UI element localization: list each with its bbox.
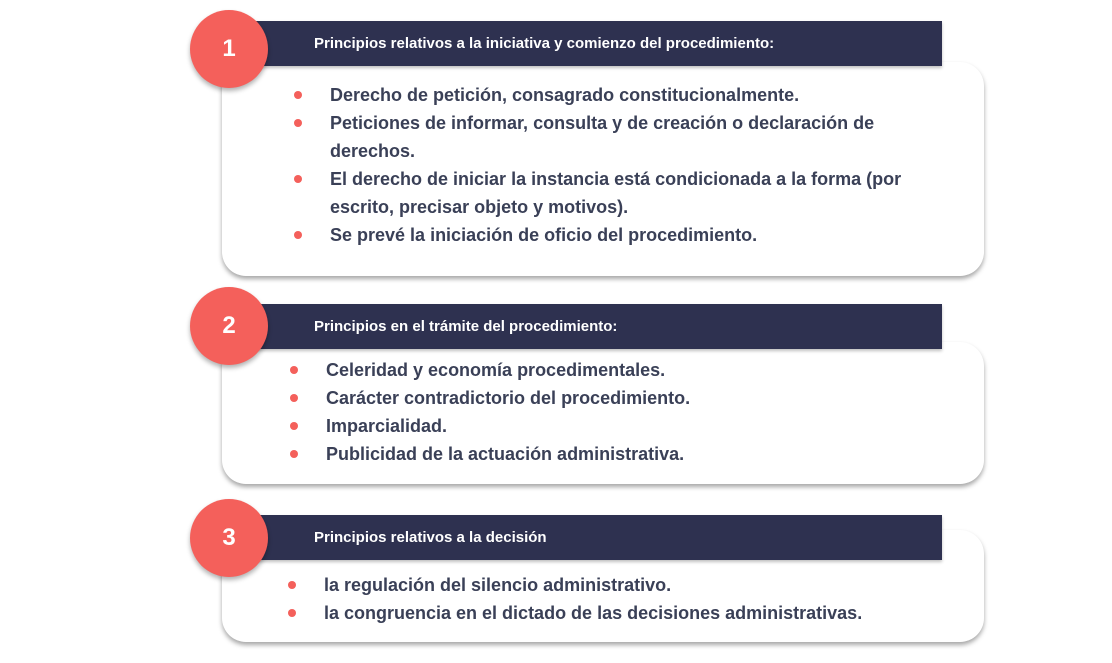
item-list — [288, 571, 948, 627]
bullet-icon — [288, 609, 296, 617]
list-item: la congruencia en el dictado de las decisiones administrativas. — [288, 599, 948, 627]
bullet-icon — [294, 91, 302, 99]
section-header — [248, 304, 942, 349]
item-list — [294, 81, 944, 249]
list-item: Imparcialidad. — [290, 412, 940, 440]
bullet-icon — [290, 450, 298, 458]
list-item: Peticiones de informar, consulta y de creación o declaración de derechos. — [294, 109, 944, 165]
section-card — [222, 62, 984, 276]
section-title: Principios relativos a la iniciativa y comienzo del procedimiento: — [314, 35, 775, 52]
bullet-icon — [294, 175, 302, 183]
section-title: Principios en el trámite del procedimiento: — [314, 318, 618, 335]
bullet-icon — [290, 366, 298, 374]
section-header — [248, 515, 942, 560]
section-number-badge: 3 — [190, 499, 268, 577]
bullet-icon — [294, 231, 302, 239]
item-list — [290, 356, 940, 468]
section-number-badge: 2 — [190, 287, 268, 365]
bullet-icon — [288, 581, 296, 589]
section-title: Principios relativos a la decisión — [314, 529, 547, 546]
bullet-icon — [294, 119, 302, 127]
list-item: Derecho de petición, consagrado constitucionalmente. — [294, 81, 944, 109]
bullet-icon — [290, 422, 298, 430]
list-item: El derecho de iniciar la instancia está condicionada a la forma (por escrito, precisar objeto y motivos). — [294, 165, 944, 221]
list-item: Carácter contradictorio del procedimiento. — [290, 384, 940, 412]
list-item: Publicidad de la actuación administrativa. — [290, 440, 940, 468]
list-item: la regulación del silencio administrativo. — [288, 571, 948, 599]
section-number-badge: 1 — [190, 10, 268, 88]
bullet-icon — [290, 394, 298, 402]
list-item: Celeridad y economía procedimentales. — [290, 356, 940, 384]
section-card — [222, 342, 984, 484]
list-item: Se prevé la iniciación de oficio del procedimiento. — [294, 221, 944, 249]
section-header — [248, 21, 942, 66]
